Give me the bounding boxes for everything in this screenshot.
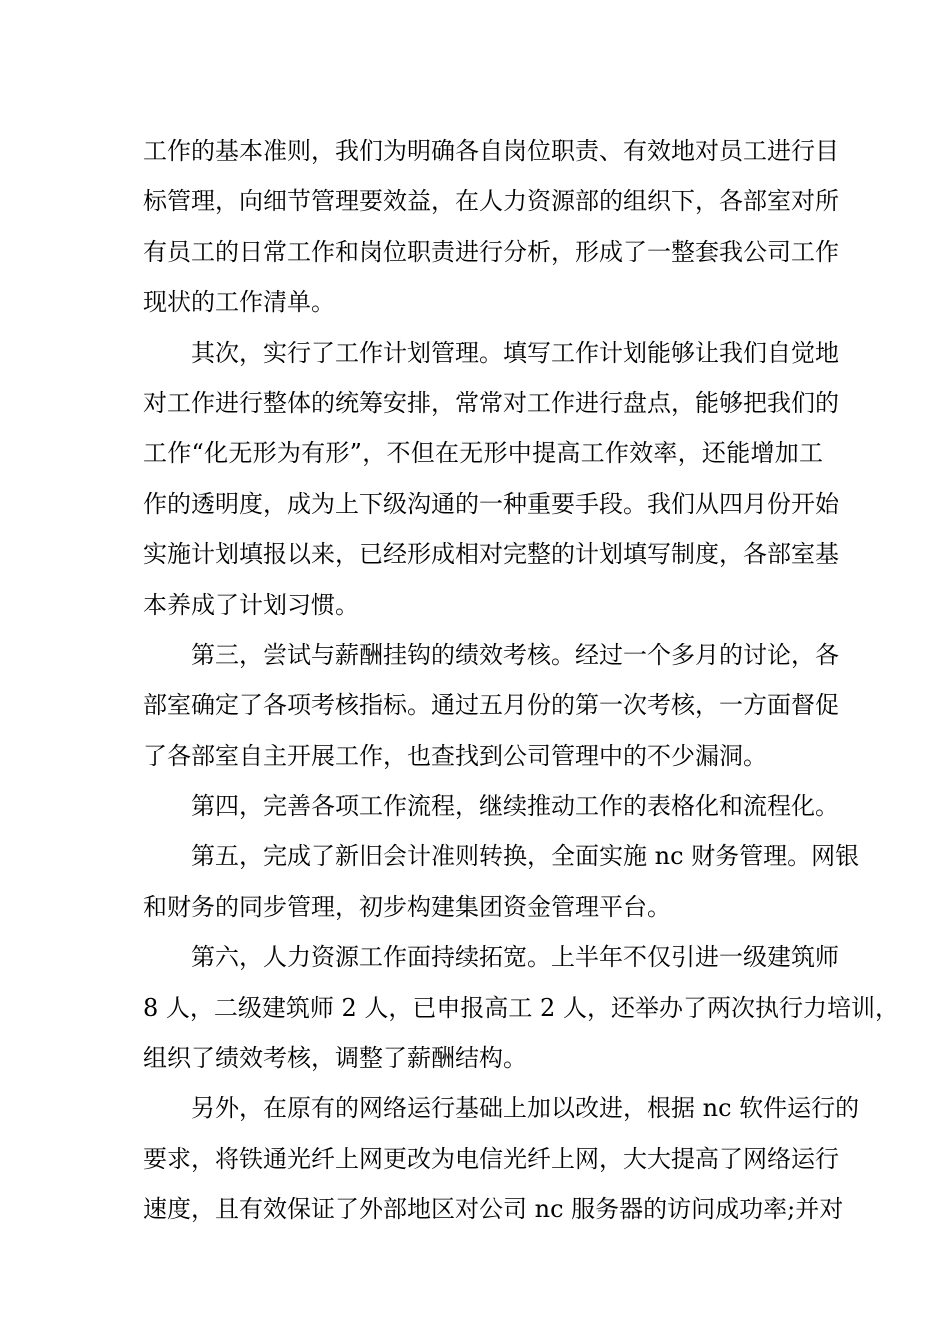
text-line: 有员工的日常工作和岗位职责进行分析，形成了一整套我公司工作 bbox=[143, 237, 839, 266]
paragraph-first-line: 另外，在原有的网络运行基础上加以改进，根据 nc 软件运行的 bbox=[191, 1094, 860, 1123]
text-line: 现状的工作清单。 bbox=[143, 288, 335, 317]
text-line: 工作的基本准则，我们为明确各自岗位职责、有效地对员工进行目 bbox=[143, 137, 839, 165]
text-line: 本养成了计划习惯。 bbox=[143, 590, 359, 619]
paragraph-first-line: 第六，人力资源工作面持续拓宽。上半年不仅引进一级建筑师 bbox=[191, 943, 839, 972]
text-line: 要求，将铁通光纤上网更改为电信光纤上网，大大提高了网络运行 bbox=[143, 1144, 839, 1173]
text-line: 速度，且有效保证了外部地区对公司 nc 服务器的访问成功率;并对 bbox=[143, 1195, 844, 1224]
text-line: 部室确定了各项考核指标。通过五月份的第一次考核，一方面督促 bbox=[143, 691, 839, 720]
text-line: 8 人，二级建筑师 2 人，已申报高工 2 人，还举办了两次执行力培训， bbox=[143, 993, 899, 1022]
text-line: 和财务的同步管理，初步构建集团资金管理平台。 bbox=[143, 892, 671, 921]
text-line: 工作“化无形为有形”，不但在无形中提高工作效率，还能增加工 bbox=[143, 439, 823, 468]
text-line: 了各部室自主开展工作，也查找到公司管理中的不少漏洞。 bbox=[143, 741, 767, 770]
body-text bbox=[143, 126, 899, 1235]
paragraph-first-line: 第四，完善各项工作流程，继续推动工作的表格化和流程化。 bbox=[191, 792, 839, 821]
paragraph-first-line: 其次，实行了工作计划管理。填写工作计划能够让我们自觉地 bbox=[191, 338, 839, 367]
text-line: 实施计划填报以来，已经形成相对完整的计划填写制度，各部室基 bbox=[143, 540, 839, 569]
text-line: 标管理，向细节管理要效益，在人力资源部的组织下，各部室对所 bbox=[143, 187, 839, 216]
paragraph-first-line: 第五，完成了新旧会计准则转换，全面实施 nc 财务管理。网银 bbox=[191, 842, 860, 871]
text-line: 组织了绩效考核，调整了薪酬结构。 bbox=[143, 1044, 527, 1073]
paragraph-first-line: 第三，尝试与薪酬挂钩的绩效考核。经过一个多月的讨论，各 bbox=[191, 640, 839, 669]
text-line: 作的透明度，成为上下级沟通的一种重要手段。我们从四月份开始 bbox=[143, 489, 839, 518]
text-line: 对工作进行整体的统筹安排，常常对工作进行盘点，能够把我们的 bbox=[143, 388, 839, 417]
